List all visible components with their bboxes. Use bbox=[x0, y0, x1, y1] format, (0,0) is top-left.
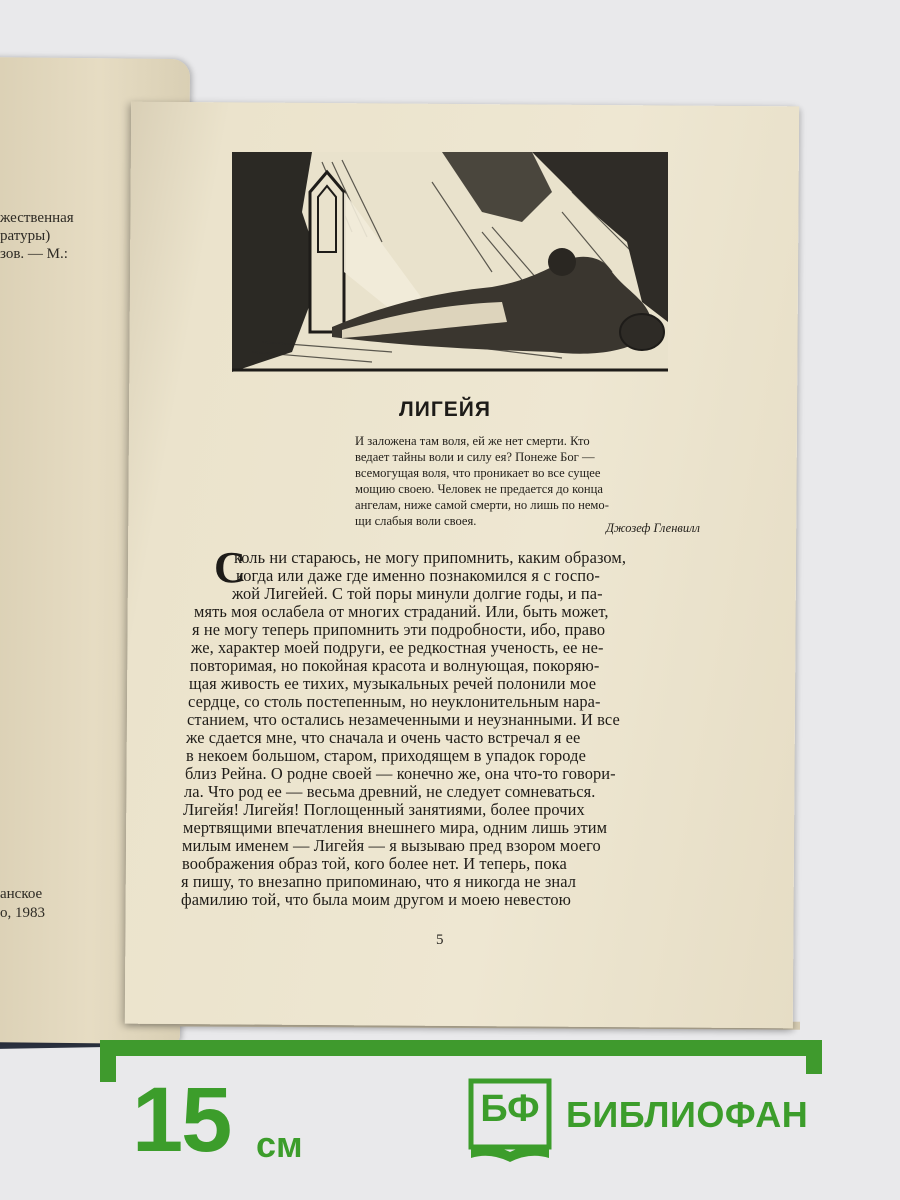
epigraph-line: И заложена там воля, ей же нет смерти. Кто bbox=[355, 434, 590, 448]
body-line: мертвящими впечатления внешнего мира, одним лишь этим bbox=[183, 818, 608, 837]
body-line: повторимая, но покойная красота и волнующая, покоряю- bbox=[190, 656, 600, 675]
scale-ruler-tick bbox=[100, 1040, 116, 1082]
body-line: милым именем — Лигейя — я вызываю пред взором моего bbox=[182, 836, 601, 855]
body-line: я не могу теперь припомнить эти подробности, ибо, право bbox=[192, 620, 606, 639]
scale-value: 15 bbox=[132, 1069, 231, 1171]
body-line: когда или даже где именно познакомился я с госпо- bbox=[236, 566, 600, 585]
body-line: в некоем большом, старом, приходящем в упадок городе bbox=[186, 746, 586, 765]
body-line: станием, что остались незамеченными и неузнанными. И все bbox=[187, 710, 620, 729]
logo-letters: БФ bbox=[480, 1088, 540, 1130]
story-title: ЛИГЕЙЯ bbox=[399, 398, 491, 421]
epigraph-line: щи слабыя воли своея. bbox=[355, 514, 477, 528]
epigraph-author: Джозеф Гленвилл bbox=[605, 521, 700, 535]
left-page-line: анское bbox=[0, 886, 43, 902]
body-line: близ Рейна. О родне своей — конечно же, она что-то говори- bbox=[185, 764, 616, 783]
left-page-line: зов. — М.: bbox=[0, 246, 68, 262]
epigraph-line: ангелам, ниже самой смерти, но лишь по немо- bbox=[355, 498, 609, 512]
left-page-line: о, 1983 bbox=[0, 905, 45, 921]
body-line: ла. Что род ее — весьма древний, не следует сомневаться. bbox=[184, 782, 596, 801]
body-line: я пишу, то внезапно припоминаю, что я никогда не знал bbox=[181, 872, 577, 891]
brand-name: БИБЛИОФАН bbox=[566, 1094, 809, 1135]
left-page-line: ратуры) bbox=[0, 228, 51, 244]
body-line: мять моя ослабела от многих страданий. Или, быть может, bbox=[194, 602, 609, 621]
body-line: Лигейя! Лигейя! Поглощенный занятиями, более прочих bbox=[183, 800, 585, 819]
body-line: коль ни стараюсь, не могу припомнить, каким образом, bbox=[234, 548, 627, 567]
left-page-line: жественная bbox=[0, 210, 74, 226]
body-line: же сдается мне, что сначала и очень часто встречал я ее bbox=[186, 728, 581, 747]
body-line: фамилию той, что была моим другом и моею невестою bbox=[181, 890, 572, 909]
drop-cap: С bbox=[214, 543, 246, 592]
body-line: же, характер моей подруги, ее редкостная ученость, ее не- bbox=[191, 638, 604, 657]
engraving-illustration bbox=[232, 152, 668, 372]
epigraph-line: мощию своею. Человек не предается до конца bbox=[355, 482, 603, 496]
body-line: щая живость ее тихих, музыкальных речей полонили мое bbox=[189, 674, 597, 693]
body-line: жой Лигейей. С той поры минули долгие годы, и па- bbox=[232, 584, 603, 603]
body-line: сердце, со столь постепенным, но неуклонительным нара- bbox=[188, 692, 601, 711]
epigraph-line: ведает тайны воли и силу ея? Понеже Бог — bbox=[355, 450, 595, 464]
epigraph-line: всемогущая воля, что проникает во все сущее bbox=[355, 466, 601, 480]
scale-ruler-bar bbox=[100, 1040, 822, 1056]
page-number: 5 bbox=[436, 932, 444, 948]
scale-unit: см bbox=[256, 1124, 303, 1165]
scale-ruler-tick bbox=[806, 1040, 822, 1074]
body-line: воображения образ той, кого более нет. И теперь, пока bbox=[182, 854, 567, 873]
epigraph bbox=[355, 433, 700, 529]
